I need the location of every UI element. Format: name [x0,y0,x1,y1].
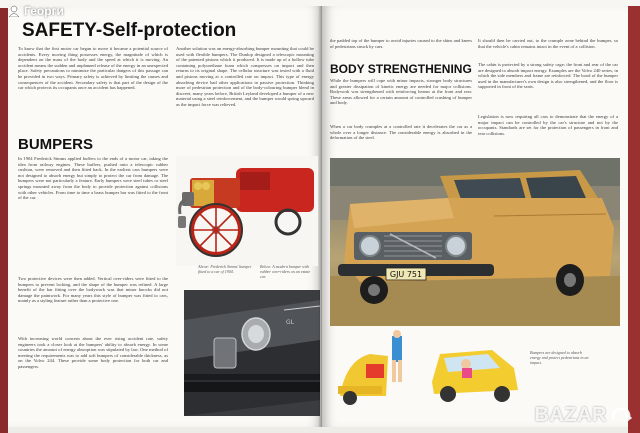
license-plate-text: GJU 751 [389,270,423,279]
vintage-car-illustration [176,156,318,266]
vintage-car-photo [176,156,318,266]
seller-watermark [8,4,64,18]
driver-car-illustration [426,330,524,406]
left-page-title: SAFETY-Self-protection [22,20,237,41]
right-col1-top-text: the padded top of the bumper to avoid injuries caused to the shins and knees of pedestrians struck by cars. [330,38,472,49]
pedestrian-impact-illustration [336,330,426,406]
left-page [8,6,322,427]
left-col1-intro-text: To know that the first motor car began to move it became a potential source of accidents. Every moving thing possesses energy, the magnitude of which is dependent on the mass of the body and the speed at which it is moving. An accident means the sudden and unplanned release of the energy in an unexpected place. Safety precautions to minimize the particular dangers of this passage can be provided in two ways. Primary safety is achieved by limiting the causes and consequences of the accident. Secondary safety is that part of the design of the car which protects its occupants once an accident has happened. [18,46,168,91]
vintage-car-caption: Above: Frederick Simms' bumper fitted to a car of 1904. [198,264,252,274]
bumpers-text-1: In 1904 Frederick Simms applied buffers to the ends of a motor car, taking the idea from railway engines. These buffers, pushed onto a telescopic rubber cushion, were removed and then fitted back. In the earliest cars bumpers were not designed to absorb energy but simply to protect the car from damage. The bumpers were not particularly a feature. Early bumpers were steel tubes or steel springs mounted away from the body to provide protection against collisions with other vehicles. From time to time a brass bumper bar was fitted to the front of the car. [18,156,168,201]
body-strengthening-text-1: While the bumpers will cope with minor impacts, stronger body structures and greater dissipation of kinetic energy are needed for major collisions. Bodywork was strengthened with reinforcing beams at the front and rear. These areas allowed for a certain amount of controlled crushing of bumper and body. [330,78,472,106]
body-strengthening-heading: BODY STRENGTHENING [330,62,472,76]
right-page-caption: Bumpers are designed to absorb energy and protect pedestrians in an impact. [530,350,589,365]
bumpers-text-3: With increasing world concern about the ever rising accident rate, safety engineers took a closer look at the bumpers' ability to absorb energy. In some countries the amount of energy absorption was stipulated by law. One method of meeting the requirements was to add soft bumpers of considerable thickness, as on the Volvo 244. These provide some body protection for both car and passengers. [18,336,168,369]
bumpers-text-2: Two protective devices were then added. Vertical over-riders were fitted to the bumpers to prevent locking, and the shape of the bumper was refined. A large benefit of the bar fitting over the bodywork was that minor knocks did not damage the paintwork. For many years this style of bumper was fitted to cars, mainly as a styling feature rather than a protective one. [18,276,168,304]
right-page [322,6,628,427]
left-col2-intro-text: Another solution was an energy-absorbing bumper mounting that could be used with flexible bumpers. The Dunlop designed a telescopic mounting of the patented pistons which it produced. It is made up of a hollow tube containing polyurethane foam which compresses on impact and then returns to its original shape. The cellular structure was tested with a fluid and pistons moving at a controlled rate on impact. This type of energy absorbing device had other applications in passive protection. Thinking more of pedestrian protection and of the body-colouring bumper blend in discreet, many years before, British Leyland developed a bumper of a new material using a steel reinforcement, and the bumper would spring upward as the impact force was relieved. [176,46,314,107]
svg-text:GL: GL [286,319,294,326]
right-col2-body-text: The cabin is protected by a strong safety cage; the front and rear of the car are designed to absorb impact energy. Examples are the Volvo 240 series, in which the side members and frame are reinforced. The hood of the bumper used in the manufacturer's own design is also strengthened, and the floor is supported in front of the seats. [478,62,618,90]
site-watermark-text: BAZAR [534,404,607,426]
headlight-closeup-photo [184,290,320,416]
body-strengthening-text-2: When a car body crumples at a controlled rate it decelerates the car as a whole over a longer distance. The considerable energy is absorbed in the deformation of the steel. [330,124,472,141]
user-icon [8,5,20,17]
site-watermark [535,404,633,427]
bumpers-heading: BUMPERS [18,136,94,153]
modern-car-caption: Below: A modern bumper with rubber over-riders on an estate car. [260,264,311,279]
book-cover-edge-left [0,8,8,433]
headlight-illustration [184,290,320,416]
volvo-car-illustration [330,158,620,326]
volvo-car-photo [330,158,620,326]
right-col2-body-text-2: Legislation is now requiring all cars to demonstrate that the energy of a major impact can be controlled by the car's structure and not by the occupants. Standards are set for the protection of passengers in front and rear collisions. [478,114,618,136]
right-col2-top-text: It should then be carried out, to the crumple zone behind the bumper, so that the vehicle's cabin remains intact in the event of a collision. [478,38,618,49]
bazar-logo-icon [610,405,632,427]
seller-name: Георги [24,4,64,18]
book-cover-edge-right [628,6,640,433]
